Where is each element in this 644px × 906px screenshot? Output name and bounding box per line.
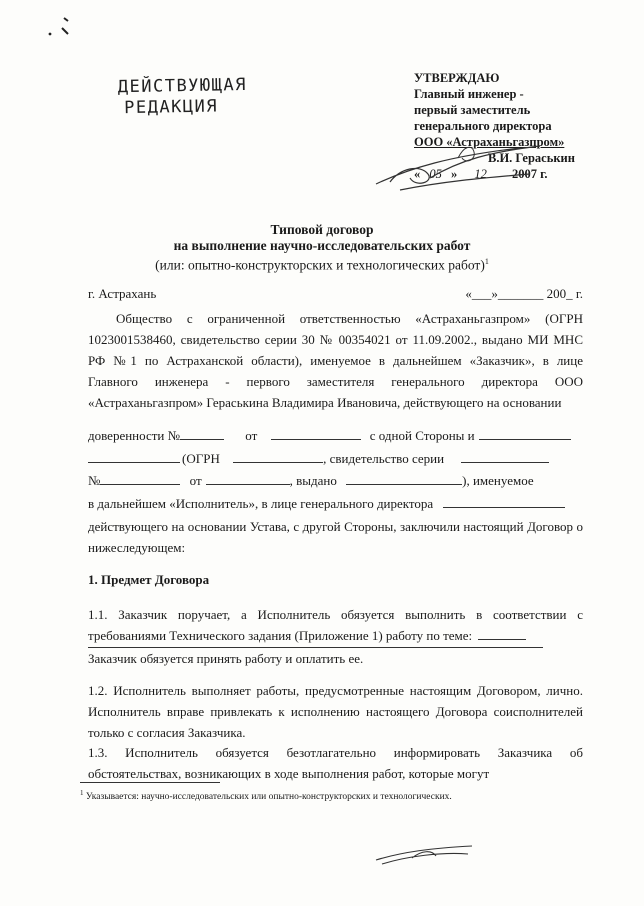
preamble-end: действующего на основании Устава, с другой Стороны, заключили настоящий Договор о нижеследующем: [88,519,583,555]
date-close-quote: » [451,167,458,181]
clause-1-1: 1.1. Заказчик поручает, а Исполнитель обязуется выполнить в соответствии с требованиями Технического задания (Приложение 1) работу по теме: [88,607,583,643]
stamp-line-1: ДЕЙСТВУЮЩАЯ [117,74,248,98]
edition-stamp [118,75,259,119]
stamp-line-2: РЕДАКЦИЯ [124,96,219,119]
scan-specks [22,14,72,44]
footnote-text: Указывается: научно-исследовательских или опытно-конструкторских и технологических. [85,792,452,803]
place-date-row [88,286,583,302]
preamble-ispoln-row: в дальнейшем «Исполнитель», в лице генерального директора [88,493,583,514]
page-initials-signature [372,840,482,870]
contract-date-blank: «___»_______ 200_ г. [465,286,583,301]
date-day: 05 [429,167,442,181]
footnote-mark: 1 [80,789,84,797]
footnote-rule [80,782,220,783]
approval-position-1: Главный инженер - [414,87,524,101]
approval-position-3: генерального директора [414,119,552,133]
preamble-paragraph: Общество с ограниченной ответственностью «Астраханьгазпром» (ОГРН 1023001538460, свидетельство серии 30 № 00354021 от 11.09.2002., выдано МИ МНС РФ №1 по Астраханской области), именуемое в дальнейшем «Заказчик», в лице Главного инженера - первого заместителя генерального директора ООО «Астраханьгазпром» Гераськина Владимира Ивановича, действующего на основании [88,311,583,410]
preamble-no-row: № от , выдано ), именуемое [88,473,534,488]
preamble-dov-row: доверенности № от с одной Стороны и [88,425,583,446]
clause-1-3: 1.3. Исполнитель обязуется безотлагательно информировать Заказчика об обстоятельствах, возникающих в ходе выполнения работ, которые могут [88,745,583,781]
approval-position-2: первый заместитель [414,103,531,117]
clause-1-2: 1.2. Исполнитель выполняет работы, предусмотренные настоящим Договором, лично. Исполнитель вправе привлекать к исполнению настоящего Договора соисполнителей только с согласия Заказчика. [88,683,583,740]
approval-org: ООО «Астраханьгазпром» [414,135,565,149]
preamble-ogrn-row: (ОГРН , свидетельство серии [88,448,583,469]
contract-title [0,222,644,274]
approval-name: В.И. Гераськин [488,151,575,165]
title-line-3: (или: опытно-конструкторских и технологических работ)$^1$ [155,257,489,273]
date-month: 12 [474,167,487,181]
title-line-2: на выполнение научно-исследовательских работ [173,238,471,253]
section-1-heading: 1. Предмет Договора [88,572,210,587]
date-year: 2007 г. [512,167,548,181]
title-line-1: Типовой договор [270,222,374,237]
city: г. Астрахань [88,286,157,301]
title-footnote-mark: 1 [484,257,489,266]
date-open-quote: « [414,167,421,181]
footnote [80,789,452,802]
approver-signature [370,138,570,198]
approval-heading: УТВЕРЖДАЮ [414,71,500,85]
clause-1-1-accept: Заказчик обязуется принять работу и оплатить ее. [88,651,364,666]
